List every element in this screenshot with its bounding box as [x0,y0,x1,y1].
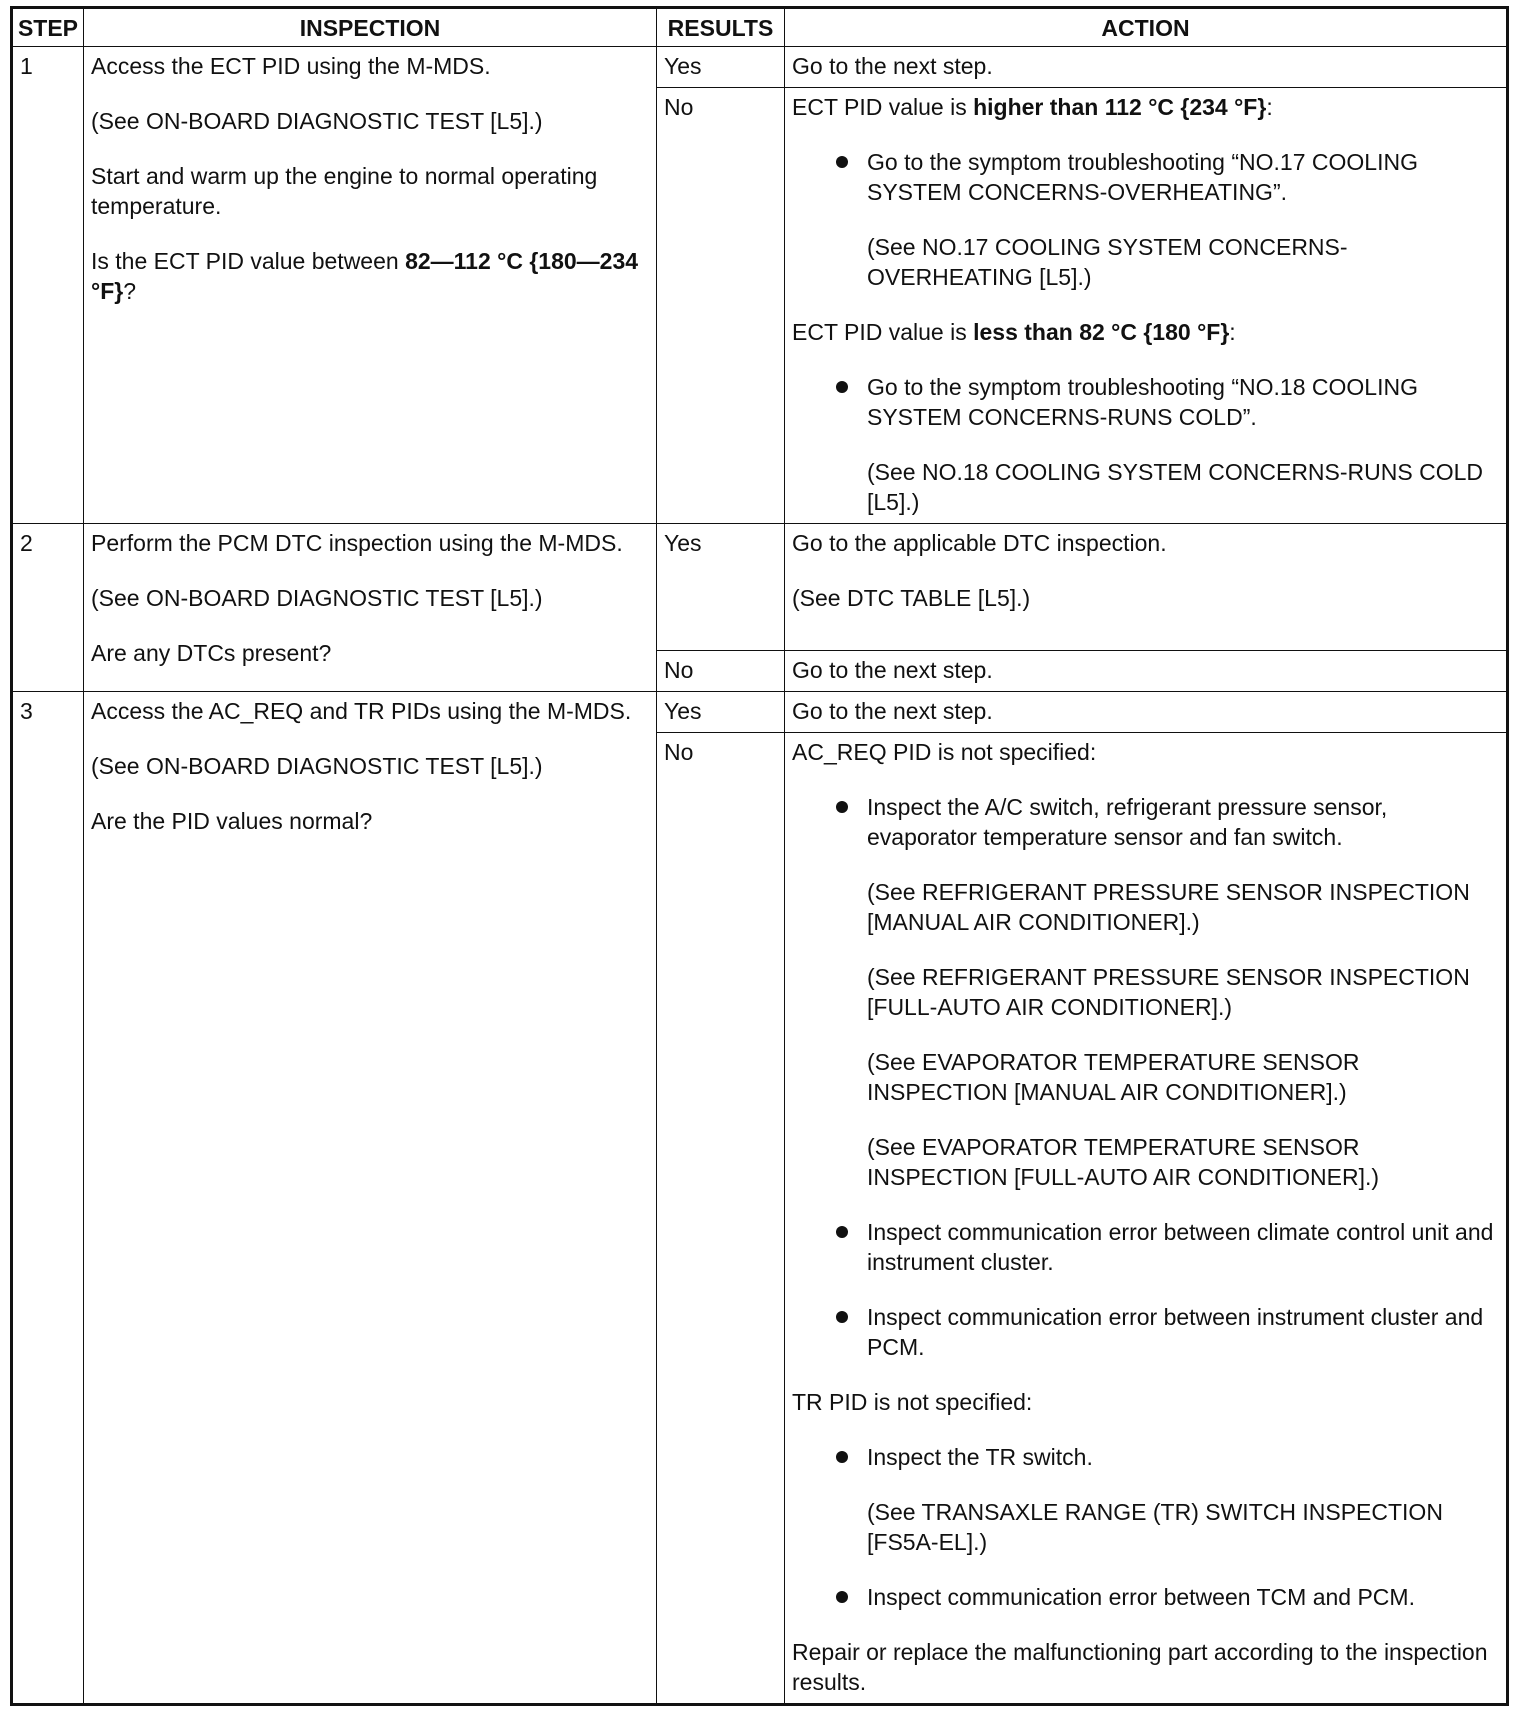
bullet-icon [836,1311,848,1323]
step-2-action-yes [785,524,1508,651]
bullet-icon [836,1451,848,1463]
step-2-inspection [84,524,657,692]
action-text: Go to the applicable DTC inspection. [792,530,1167,556]
question-text: Is the ECT PID value between [91,248,406,274]
question-mark: ? [123,278,136,304]
bullet-item: Inspect communication error between TCM and PCM. [792,1582,1499,1612]
step-2-action-no: Go to the next step. [785,651,1508,692]
header-row [12,8,1508,47]
bullet-icon [836,801,848,813]
step-2-yes-row [12,524,1508,651]
step-1-yes-row [12,47,1508,88]
step-2-number: 2 [12,524,84,692]
condition-heading: ECT PID value is higher than 112 °C {234 °F}: [792,94,1273,120]
step-2-inspection-line: Perform the PCM DTC inspection using the M-MDS. [91,530,623,556]
step-1-inspection-line: Access the ECT PID using the M-MDS. [91,53,491,79]
bullet-item: Go to the symptom troubleshooting “NO.17 COOLING SYSTEM CONCERNS-OVERHEATING”. [792,147,1499,207]
bullet-item: Inspect the A/C switch, refrigerant pressure sensor, evaporator temperature sensor and fan switch. [792,792,1499,852]
diagnostic-table [10,6,1509,1706]
reference-text: (See TRANSAXLE RANGE (TR) SWITCH INSPECTION [FS5A-EL].) [867,1499,1443,1555]
bullet-icon [836,381,848,393]
step-1-result-no: No [657,88,785,524]
condition-heading: ECT PID value is less than 82 °C {180 °F}: [792,319,1236,345]
bullet-icon [836,156,848,168]
reference-text: (See EVAPORATOR TEMPERATURE SENSOR INSPECTION [MANUAL AIR CONDITIONER].) [867,1049,1360,1105]
step-1-inspection [84,47,657,524]
reference-text: (See NO.17 COOLING SYSTEM CONCERNS-OVERHEATING [L5].) [867,234,1348,290]
reference-text: (See REFRIGERANT PRESSURE SENSOR INSPECTION [MANUAL AIR CONDITIONER].) [867,879,1470,935]
bullet-item: Inspect communication error between instrument cluster and PCM. [792,1302,1499,1362]
question-range: 82—112 °C {180—234 °F} [91,248,639,304]
bullet-item: Go to the symptom troubleshooting “NO.18 COOLING SYSTEM CONCERNS-RUNS COLD”. [792,372,1499,432]
step-1-result-yes: Yes [657,47,785,88]
bullet-icon [836,1226,848,1238]
step-2-inspection-ref: (See ON-BOARD DIAGNOSTIC TEST [L5].) [91,585,543,611]
step-3-inspection-line: Access the AC_REQ and TR PIDs using the M-MDS. [91,698,632,724]
condition-heading: AC_REQ PID is not specified: [792,739,1097,765]
step-2-result-yes: Yes [657,524,785,651]
reference-text: (See EVAPORATOR TEMPERATURE SENSOR INSPECTION [FULL-AUTO AIR CONDITIONER].) [867,1134,1380,1190]
step-3-action-yes: Go to the next step. [785,692,1508,733]
step-3-inspection-ref: (See ON-BOARD DIAGNOSTIC TEST [L5].) [91,753,543,779]
reference-text: (See NO.18 COOLING SYSTEM CONCERNS-RUNS COLD [L5].) [867,459,1484,515]
step-1-question [91,246,649,306]
bullet-item: Inspect communication error between climate control unit and instrument cluster. [792,1217,1499,1277]
closing-text: Repair or replace the malfunctioning part according to the inspection results. [792,1639,1488,1695]
header-inspection: INSPECTION [84,8,657,47]
step-1-action-no [785,88,1508,524]
step-1-inspection-line: Start and warm up the engine to normal operating temperature. [91,163,598,219]
step-3-inspection [84,692,657,1705]
step-3-action-no [785,733,1508,1705]
header-step: STEP [12,8,84,47]
step-2-question: Are any DTCs present? [91,640,332,666]
condition-heading: TR PID is not specified: [792,1389,1033,1415]
step-1-action-yes: Go to the next step. [785,47,1508,88]
header-results: RESULTS [657,8,785,47]
step-3-result-no: No [657,733,785,1705]
step-1-inspection-ref: (See ON-BOARD DIAGNOSTIC TEST [L5].) [91,108,543,134]
step-3-yes-row [12,692,1508,733]
bullet-icon [836,1591,848,1603]
page [10,6,1506,1706]
step-2-result-no: No [657,651,785,692]
step-3-question: Are the PID values normal? [91,808,373,834]
step-1-number: 1 [12,47,84,524]
reference-text: (See REFRIGERANT PRESSURE SENSOR INSPECTION [FULL-AUTO AIR CONDITIONER].) [867,964,1470,1020]
bullet-item: Inspect the TR switch. [792,1442,1499,1472]
reference-text: (See DTC TABLE [L5].) [792,585,1031,611]
step-3-result-yes: Yes [657,692,785,733]
step-3-number: 3 [12,692,84,1705]
header-action: ACTION [785,8,1508,47]
